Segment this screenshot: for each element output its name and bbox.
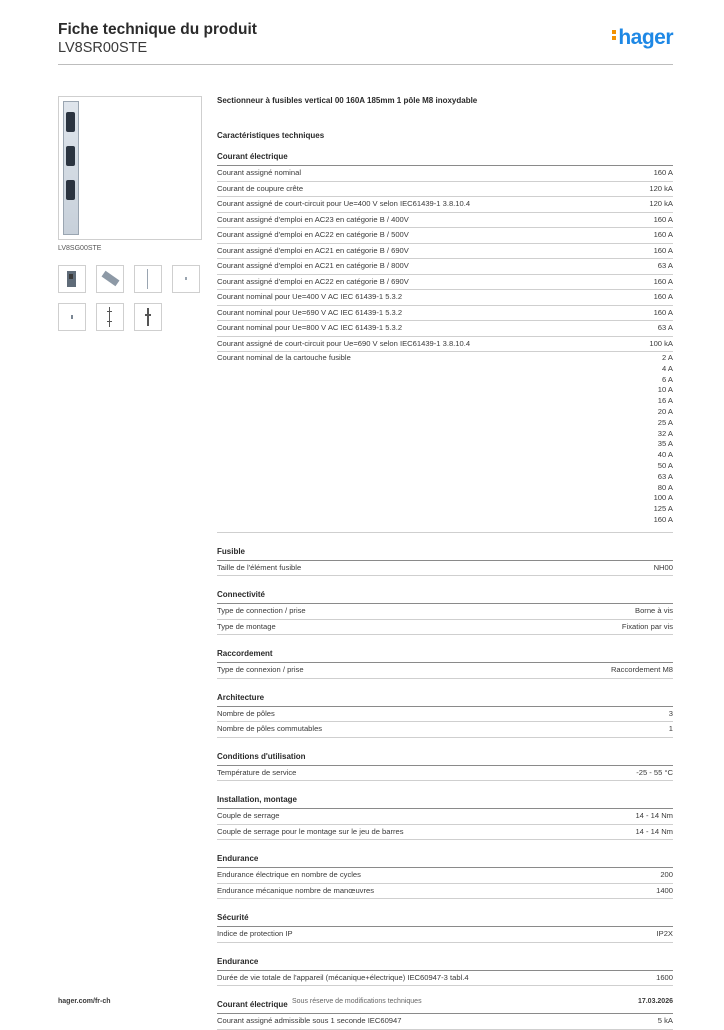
- spec-label: Nombre de pôles commutables: [217, 724, 323, 734]
- spec-label: Courant assigné de court-circuit pour Ue=690 V selon IEC61439-1 3.8.10.4: [217, 338, 471, 348]
- spec-value-item: 160 A: [653, 514, 673, 524]
- spec-row: [217, 306, 673, 322]
- spec-label: Nombre de pôles: [217, 708, 275, 718]
- product-photo[interactable]: [58, 96, 202, 240]
- spec-label: Courant assigné de court-circuit pour Ue=400 V selon IEC61439-1 3.8.10.4: [217, 199, 471, 208]
- spec-value: [654, 353, 673, 526]
- spec-row: [217, 213, 673, 229]
- spec-value: [649, 197, 673, 212]
- header-divider: [58, 64, 673, 65]
- logo-text: hager: [618, 26, 673, 49]
- spec-row: [217, 337, 673, 353]
- spec-value: [635, 604, 673, 619]
- spec-row: [217, 244, 673, 260]
- spec-section: [217, 644, 673, 679]
- spec-value-item: 32 A: [657, 428, 673, 438]
- spec-value-item: 1400: [656, 885, 673, 895]
- spec-row: [217, 722, 673, 738]
- spec-value: [654, 213, 673, 228]
- spec-value: [654, 561, 673, 576]
- section-title: Raccordement: [217, 644, 673, 663]
- spec-value: [654, 228, 673, 243]
- page-title: Fiche technique du produit: [58, 21, 257, 38]
- product-reference: LV8SR00STE: [58, 40, 148, 56]
- spec-value: [656, 884, 673, 899]
- spec-row: [217, 352, 673, 533]
- section-title: Fusible: [217, 542, 673, 561]
- thumbnail-dimension-view[interactable]: [134, 303, 162, 331]
- spec-value: [636, 766, 673, 781]
- section-title: Courant électrique: [217, 151, 673, 166]
- footer-website-link[interactable]: hager.com/fr-ch: [58, 998, 111, 1005]
- spec-value-item: 20 A: [657, 406, 673, 416]
- spec-label: Courant assigné d'emploi en AC21 en catégorie B / 690V: [217, 245, 409, 255]
- spec-label: Courant nominal pour Ue=800 V AC IEC 61439-1 5.3.2: [217, 323, 403, 332]
- spec-value: [649, 182, 673, 197]
- spec-row: [217, 275, 673, 291]
- spec-value: [658, 321, 673, 336]
- footer-date: 17.03.2026: [637, 998, 673, 1005]
- page-header: [58, 20, 673, 62]
- spec-row: [217, 884, 673, 900]
- spec-value: [611, 663, 673, 678]
- spec-row: [217, 809, 673, 825]
- spec-value-item: 120 kA: [649, 183, 673, 193]
- spec-label: Température de service: [217, 767, 297, 777]
- spec-section: [217, 995, 673, 1030]
- brand-logo[interactable]: [612, 26, 673, 50]
- spec-value-item: 35 A: [657, 439, 673, 449]
- spec-value-item: 80 A: [657, 482, 673, 492]
- spec-section: [217, 790, 673, 840]
- spec-row: [217, 604, 673, 620]
- product-images: [58, 96, 202, 331]
- section-title: Installation, montage: [217, 790, 673, 809]
- spec-label: Courant assigné admissible sous 1 seconde IEC60947: [217, 1016, 402, 1026]
- spec-value-item: 160 A: [653, 276, 673, 286]
- thumbnail-drawing-view[interactable]: [96, 303, 124, 331]
- spec-value-item: IP2X: [656, 929, 673, 939]
- spec-value: [622, 620, 673, 635]
- spec-row: [217, 766, 673, 782]
- spec-value-item: NH00: [653, 562, 673, 572]
- spec-value-item: 100 A: [653, 493, 673, 503]
- thumbnail-side-view[interactable]: [134, 265, 162, 293]
- spec-row: [217, 927, 673, 943]
- spec-label: Endurance mécanique nombre de manœuvres: [217, 885, 375, 895]
- spec-value-item: 5 kA: [657, 1016, 673, 1026]
- spec-row: [217, 182, 673, 198]
- spec-label: Courant assigné nominal: [217, 168, 302, 177]
- spec-value-item: 3: [668, 708, 673, 718]
- spec-value-item: 1600: [656, 972, 673, 982]
- spec-value: [657, 927, 673, 942]
- spec-value-item: 4 A: [662, 363, 673, 373]
- spec-value-item: Fixation par vis: [621, 621, 673, 631]
- spec-value-item: 40 A: [657, 450, 673, 460]
- spec-value-item: 16 A: [657, 396, 673, 406]
- spec-value-item: 200: [660, 870, 673, 880]
- spec-value-item: 160 A: [653, 292, 673, 301]
- thumbnail-gallery: [58, 265, 202, 331]
- spec-value: [658, 259, 673, 274]
- spec-row: [217, 620, 673, 636]
- section-title: Courant électrique: [217, 995, 673, 1014]
- spec-value: [669, 707, 673, 722]
- spec-sections: [217, 151, 673, 1030]
- spec-value-item: 160 A: [653, 230, 673, 239]
- spec-value: [654, 244, 673, 259]
- spec-value-item: Raccordement M8: [610, 665, 673, 675]
- photo-caption: LV8SG00STE: [58, 245, 102, 252]
- spec-value-item: 2 A: [662, 353, 673, 362]
- spec-value-item: 63 A: [657, 261, 673, 270]
- spec-value-item: 1: [668, 724, 673, 734]
- spec-label: Courant assigné d'emploi en AC22 en catégorie B / 690V: [217, 276, 409, 286]
- spec-row: [217, 561, 673, 577]
- spec-row: [217, 197, 673, 213]
- spec-section: [217, 542, 673, 577]
- spec-section: [217, 688, 673, 738]
- spec-label: Taille de l'élément fusible: [217, 562, 302, 572]
- spec-value-item: Borne à vis: [635, 606, 673, 616]
- spec-panel: [217, 95, 673, 1030]
- spec-value-item: 63 A: [657, 323, 673, 332]
- spec-value-item: 160 A: [653, 245, 673, 255]
- spec-row: [217, 259, 673, 275]
- spec-row: [217, 707, 673, 723]
- spec-label: Courant assigné d'emploi en AC22 en catégorie B / 500V: [217, 230, 409, 239]
- spec-label: Couple de serrage pour le montage sur le jeu de barres: [217, 826, 404, 836]
- spec-label: Courant nominal pour Ue=400 V AC IEC 61439-1 5.3.2: [217, 292, 403, 301]
- spec-value-item: 63 A: [657, 471, 673, 481]
- spec-value-item: 125 A: [653, 504, 673, 514]
- spec-value: [658, 1014, 673, 1029]
- thumbnail-top-view[interactable]: [58, 303, 86, 331]
- spec-row: [217, 321, 673, 337]
- section-title: Sécurité: [217, 908, 673, 927]
- spec-label: Endurance électrique en nombre de cycles: [217, 870, 361, 880]
- spec-label: Couple de serrage: [217, 811, 280, 821]
- section-title: Conditions d'utilisation: [217, 747, 673, 766]
- thumbnail-front-view[interactable]: [58, 265, 86, 293]
- spec-value-item: 160 A: [653, 168, 673, 177]
- spec-value-item: 10 A: [657, 385, 673, 395]
- spec-value: [656, 971, 673, 986]
- spec-label: Type de montage: [217, 621, 276, 631]
- spec-row: [217, 166, 673, 182]
- spec-label: Durée de vie totale de l'appareil (mécanique+électrique) IEC60947-3 tabl.4: [217, 972, 469, 982]
- characteristics-title: Caractéristiques techniques: [217, 131, 325, 140]
- spec-section: [217, 747, 673, 782]
- thumbnail-detail-view[interactable]: [172, 265, 200, 293]
- spec-value-item: 100 kA: [649, 338, 673, 348]
- spec-value-item: 6 A: [662, 374, 673, 384]
- section-title: Endurance: [217, 952, 673, 971]
- fuse-switch-image: [63, 101, 79, 235]
- spec-label: Courant nominal pour Ue=690 V AC IEC 61439-1 5.3.2: [217, 307, 403, 317]
- spec-value: [654, 306, 673, 321]
- spec-value: [669, 722, 673, 737]
- spec-value-item: 160 A: [653, 214, 673, 224]
- spec-section: [217, 849, 673, 899]
- spec-section: [217, 151, 673, 533]
- spec-value-item: 25 A: [657, 417, 673, 427]
- spec-section: [217, 952, 673, 987]
- spec-value-item: 50 A: [657, 460, 673, 470]
- spec-value-item: 120 kA: [649, 199, 673, 208]
- spec-row: [217, 663, 673, 679]
- spec-row: [217, 228, 673, 244]
- spec-value: [654, 166, 673, 181]
- spec-row: [217, 825, 673, 841]
- spec-row: [217, 290, 673, 306]
- section-title: Connectivité: [217, 585, 673, 604]
- logo-dots-icon: [612, 28, 616, 42]
- spec-value: [635, 825, 673, 840]
- spec-row: [217, 868, 673, 884]
- product-description: Sectionneur à fusibles vertical 00 160A 185mm 1 pôle M8 inoxydable: [217, 96, 478, 105]
- spec-label: Type de connexion / prise: [217, 665, 304, 675]
- spec-value-item: 14 - 14 Nm: [635, 826, 673, 836]
- spec-value-item: 160 A: [653, 307, 673, 317]
- spec-section: [217, 908, 673, 943]
- spec-section: [217, 585, 673, 635]
- spec-label: Courant assigné d'emploi en AC23 en catégorie B / 400V: [217, 214, 409, 224]
- spec-label: Courant de coupure crête: [217, 183, 304, 193]
- spec-label: Courant nominal de la cartouche fusible: [217, 353, 351, 362]
- spec-value-item: 14 - 14 Nm: [635, 811, 673, 821]
- spec-value: [654, 275, 673, 290]
- spec-row: [217, 1014, 673, 1030]
- thumbnail-angled-view[interactable]: [96, 265, 124, 293]
- spec-value-item: -25 - 55 °C: [636, 767, 673, 777]
- spec-row: [217, 971, 673, 987]
- spec-label: Indice de protection IP: [217, 929, 293, 939]
- spec-label: Courant assigné d'emploi en AC21 en catégorie B / 800V: [217, 261, 409, 270]
- spec-label: Type de connection / prise: [217, 606, 306, 616]
- spec-value: [649, 337, 673, 352]
- footer-notice: Sous réserve de modifications techniques: [292, 998, 422, 1005]
- spec-value: [635, 809, 673, 824]
- spec-value: [654, 290, 673, 305]
- section-title: Endurance: [217, 849, 673, 868]
- spec-value: [660, 868, 673, 883]
- section-title: Architecture: [217, 688, 673, 707]
